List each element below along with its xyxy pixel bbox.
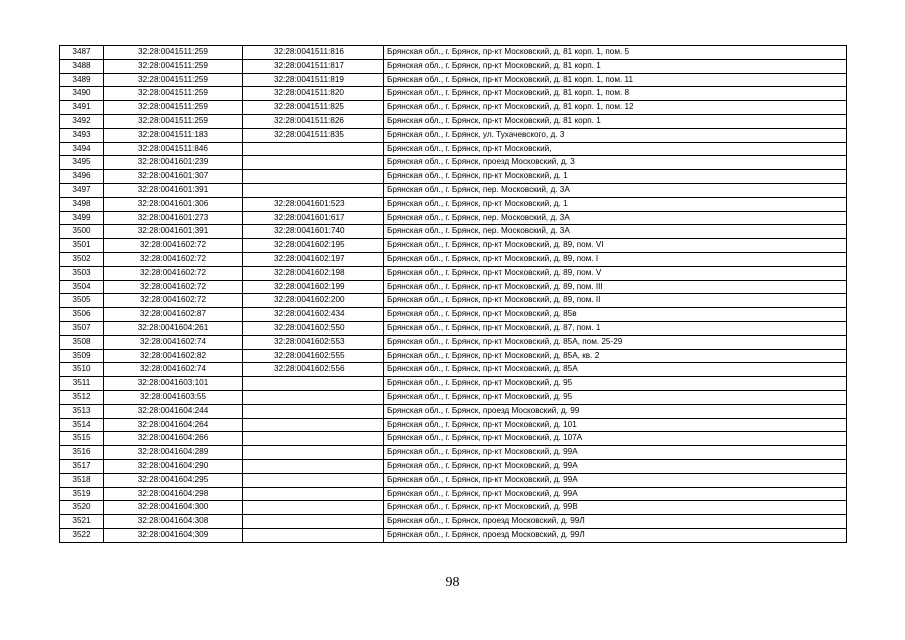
cadastral-number-cell: 32:28:0041604:289: [104, 446, 243, 460]
address-cell: Брянская обл., г. Брянск, пр-кт Московский, д. 99А: [384, 459, 847, 473]
address-cell: Брянская обл., г. Брянск, пр-кт Московский, д. 85А: [384, 363, 847, 377]
cadastral-number-cell: 32:28:0041604:298: [104, 487, 243, 501]
table-row: [60, 114, 847, 128]
address-cell: Брянская обл., г. Брянск, пр-кт Московский, д. 99А: [384, 487, 847, 501]
cadastral-number-cell: 32:28:0041602:72: [104, 280, 243, 294]
cadastral-number-cell: 32:28:0041601:306: [104, 197, 243, 211]
row-number-cell: 3489: [60, 73, 104, 87]
premises-number-cell: [243, 142, 384, 156]
cadastral-number-cell: 32:28:0041511:259: [104, 101, 243, 115]
address-cell: Брянская обл., г. Брянск, проезд Московский, д. 99Л: [384, 515, 847, 529]
table-row: [60, 377, 847, 391]
row-number-cell: 3492: [60, 114, 104, 128]
cadastral-number-cell: 32:28:0041604:295: [104, 473, 243, 487]
table-row: [60, 101, 847, 115]
address-cell: Брянская обл., г. Брянск, пр-кт Московский, д. 81 корп. 1: [384, 59, 847, 73]
address-cell: Брянская обл., г. Брянск, пр-кт Московский, д. 85А, кв. 2: [384, 349, 847, 363]
premises-number-cell: [243, 473, 384, 487]
row-number-cell: 3495: [60, 156, 104, 170]
address-cell: Брянская обл., г. Брянск, пр-кт Московский, д. 99А: [384, 473, 847, 487]
row-number-cell: 3515: [60, 432, 104, 446]
cadastral-number-cell: 32:28:0041604:264: [104, 418, 243, 432]
row-number-cell: 3519: [60, 487, 104, 501]
cadastral-number-cell: 32:28:0041511:259: [104, 59, 243, 73]
cadastral-number-cell: 32:28:0041602:74: [104, 363, 243, 377]
table-row: [60, 87, 847, 101]
address-cell: Брянская обл., г. Брянск, пр-кт Московский, д. 99В: [384, 501, 847, 515]
premises-number-cell: [243, 446, 384, 460]
address-cell: Брянская обл., г. Брянск, проезд Московский, д. 99: [384, 404, 847, 418]
table-row: [60, 183, 847, 197]
address-cell: Брянская обл., г. Брянск, пр-кт Московский, д. 101: [384, 418, 847, 432]
address-cell: Брянская обл., г. Брянск, проезд Московский, д. 3: [384, 156, 847, 170]
row-number-cell: 3505: [60, 294, 104, 308]
premises-number-cell: [243, 377, 384, 391]
cadastral-number-cell: 32:28:0041602:82: [104, 349, 243, 363]
row-number-cell: 3504: [60, 280, 104, 294]
table-row: [60, 266, 847, 280]
cadastral-number-cell: 32:28:0041601:391: [104, 225, 243, 239]
table-row: [60, 225, 847, 239]
row-number-cell: 3510: [60, 363, 104, 377]
row-number-cell: 3516: [60, 446, 104, 460]
premises-number-cell: 32:28:0041511:825: [243, 101, 384, 115]
address-cell: Брянская обл., г. Брянск, пр-кт Московский, д. 89, пом. II: [384, 294, 847, 308]
premises-number-cell: [243, 183, 384, 197]
row-number-cell: 3509: [60, 349, 104, 363]
cadastral-number-cell: 32:28:0041602:87: [104, 308, 243, 322]
registry-table-body: [60, 46, 847, 543]
address-cell: Брянская обл., г. Брянск, пр-кт Московский, д. 81 корп. 1, пом. 8: [384, 87, 847, 101]
cadastral-number-cell: 32:28:0041601:239: [104, 156, 243, 170]
cadastral-number-cell: 32:28:0041604:309: [104, 528, 243, 542]
row-number-cell: 3493: [60, 128, 104, 142]
table-row: [60, 294, 847, 308]
address-cell: Брянская обл., г. Брянск, пер. Московский, д. 3А: [384, 211, 847, 225]
cadastral-number-cell: 32:28:0041602:74: [104, 335, 243, 349]
row-number-cell: 3521: [60, 515, 104, 529]
table-row: [60, 142, 847, 156]
row-number-cell: 3503: [60, 266, 104, 280]
table-row: [60, 59, 847, 73]
premises-number-cell: [243, 404, 384, 418]
row-number-cell: 3508: [60, 335, 104, 349]
address-cell: Брянская обл., г. Брянск, пр-кт Московский, д. 95: [384, 390, 847, 404]
row-number-cell: 3514: [60, 418, 104, 432]
address-cell: Брянская обл., г. Брянск, пр-кт Московский, д. 1: [384, 170, 847, 184]
cadastral-number-cell: 32:28:0041602:72: [104, 266, 243, 280]
address-cell: Брянская обл., г. Брянск, пер. Московский, д. 3А: [384, 183, 847, 197]
address-cell: Брянская обл., г. Брянск, пр-кт Московский, д. 81 корп. 1, пом. 5: [384, 46, 847, 60]
table-row: [60, 446, 847, 460]
premises-number-cell: [243, 515, 384, 529]
premises-number-cell: [243, 432, 384, 446]
premises-number-cell: 32:28:0041602:553: [243, 335, 384, 349]
table-row: [60, 528, 847, 542]
document-sheet: [59, 45, 846, 543]
address-cell: Брянская обл., г. Брянск, пр-кт Московский, д. 107А: [384, 432, 847, 446]
cadastral-number-cell: 32:28:0041601:307: [104, 170, 243, 184]
table-row: [60, 459, 847, 473]
cadastral-number-cell: 32:28:0041601:391: [104, 183, 243, 197]
table-row: [60, 280, 847, 294]
address-cell: Брянская обл., г. Брянск, проезд Московский, д. 99Л: [384, 528, 847, 542]
premises-number-cell: 32:28:0041602:556: [243, 363, 384, 377]
table-row: [60, 239, 847, 253]
cadastral-number-cell: 32:28:0041603:101: [104, 377, 243, 391]
cadastral-number-cell: 32:28:0041604:300: [104, 501, 243, 515]
address-cell: Брянская обл., г. Брянск, пр-кт Московский,: [384, 142, 847, 156]
row-number-cell: 3488: [60, 59, 104, 73]
table-row: [60, 363, 847, 377]
premises-number-cell: 32:28:0041602:199: [243, 280, 384, 294]
premises-number-cell: 32:28:0041511:835: [243, 128, 384, 142]
table-row: [60, 211, 847, 225]
premises-number-cell: [243, 418, 384, 432]
cadastral-number-cell: 32:28:0041511:259: [104, 87, 243, 101]
page-number: 98: [445, 575, 460, 590]
cadastral-number-cell: 32:28:0041601:273: [104, 211, 243, 225]
premises-number-cell: [243, 156, 384, 170]
address-cell: Брянская обл., г. Брянск, пр-кт Московский, д. 81 корп. 1: [384, 114, 847, 128]
registry-table: [59, 45, 847, 543]
row-number-cell: 3507: [60, 321, 104, 335]
row-number-cell: 3498: [60, 197, 104, 211]
table-row: [60, 252, 847, 266]
cadastral-number-cell: 32:28:0041604:266: [104, 432, 243, 446]
premises-number-cell: [243, 487, 384, 501]
cadastral-number-cell: 32:28:0041604:290: [104, 459, 243, 473]
address-cell: Брянская обл., г. Брянск, пр-кт Московский, д. 89, пом. I: [384, 252, 847, 266]
cadastral-number-cell: 32:28:0041603:55: [104, 390, 243, 404]
address-cell: Брянская обл., г. Брянск, пр-кт Московский, д. 95: [384, 377, 847, 391]
row-number-cell: 3499: [60, 211, 104, 225]
table-row: [60, 197, 847, 211]
cadastral-number-cell: 32:28:0041511:846: [104, 142, 243, 156]
row-number-cell: 3506: [60, 308, 104, 322]
row-number-cell: 3490: [60, 87, 104, 101]
cadastral-number-cell: 32:28:0041511:259: [104, 114, 243, 128]
table-row: [60, 515, 847, 529]
table-row: [60, 156, 847, 170]
row-number-cell: 3522: [60, 528, 104, 542]
table-row: [60, 73, 847, 87]
row-number-cell: 3517: [60, 459, 104, 473]
premises-number-cell: 32:28:0041511:816: [243, 46, 384, 60]
premises-number-cell: 32:28:0041601:617: [243, 211, 384, 225]
premises-number-cell: 32:28:0041602:555: [243, 349, 384, 363]
address-cell: Брянская обл., г. Брянск, пр-кт Московский, д. 99А: [384, 446, 847, 460]
address-cell: Брянская обл., г. Брянск, пр-кт Московский, д. 85в: [384, 308, 847, 322]
address-cell: Брянская обл., г. Брянск, пр-кт Московский, д. 87, пом. 1: [384, 321, 847, 335]
premises-number-cell: 32:28:0041602:200: [243, 294, 384, 308]
address-cell: Брянская обл., г. Брянск, пр-кт Московский, д. 89, пом. III: [384, 280, 847, 294]
table-row: [60, 170, 847, 184]
table-row: [60, 487, 847, 501]
premises-number-cell: [243, 459, 384, 473]
premises-number-cell: 32:28:0041601:523: [243, 197, 384, 211]
premises-number-cell: 32:28:0041602:195: [243, 239, 384, 253]
row-number-cell: 3500: [60, 225, 104, 239]
address-cell: Брянская обл., г. Брянск, пр-кт Московский, д. 89, пом. V: [384, 266, 847, 280]
premises-number-cell: [243, 528, 384, 542]
premises-number-cell: 32:28:0041601:740: [243, 225, 384, 239]
address-cell: Брянская обл., г. Брянск, пер. Московский, д. 3А: [384, 225, 847, 239]
premises-number-cell: 32:28:0041511:820: [243, 87, 384, 101]
premises-number-cell: 32:28:0041511:817: [243, 59, 384, 73]
premises-number-cell: 32:28:0041602:550: [243, 321, 384, 335]
premises-number-cell: [243, 170, 384, 184]
cadastral-number-cell: 32:28:0041602:72: [104, 252, 243, 266]
address-cell: Брянская обл., г. Брянск, пр-кт Московский, д. 89, пом. VI: [384, 239, 847, 253]
table-row: [60, 349, 847, 363]
premises-number-cell: 32:28:0041511:826: [243, 114, 384, 128]
row-number-cell: 3496: [60, 170, 104, 184]
address-cell: Брянская обл., г. Брянск, пр-кт Московский, д. 81 корп. 1, пом. 12: [384, 101, 847, 115]
cadastral-number-cell: 32:28:0041511:259: [104, 73, 243, 87]
row-number-cell: 3520: [60, 501, 104, 515]
row-number-cell: 3501: [60, 239, 104, 253]
table-row: [60, 473, 847, 487]
table-row: [60, 128, 847, 142]
row-number-cell: 3502: [60, 252, 104, 266]
address-cell: Брянская обл., г. Брянск, пр-кт Московский, д. 1: [384, 197, 847, 211]
address-cell: Брянская обл., г. Брянск, пр-кт Московский, д. 85А, пом. 25-29: [384, 335, 847, 349]
row-number-cell: 3494: [60, 142, 104, 156]
table-row: [60, 321, 847, 335]
table-row: [60, 418, 847, 432]
row-number-cell: 3487: [60, 46, 104, 60]
cadastral-number-cell: 32:28:0041604:261: [104, 321, 243, 335]
premises-number-cell: [243, 390, 384, 404]
table-row: [60, 404, 847, 418]
cadastral-number-cell: 32:28:0041511:183: [104, 128, 243, 142]
row-number-cell: 3511: [60, 377, 104, 391]
premises-number-cell: 32:28:0041602:198: [243, 266, 384, 280]
row-number-cell: 3497: [60, 183, 104, 197]
table-row: [60, 501, 847, 515]
row-number-cell: 3518: [60, 473, 104, 487]
cadastral-number-cell: 32:28:0041511:259: [104, 46, 243, 60]
table-row: [60, 308, 847, 322]
table-row: [60, 432, 847, 446]
premises-number-cell: 32:28:0041602:197: [243, 252, 384, 266]
address-cell: Брянская обл., г. Брянск, пр-кт Московский, д. 81 корп. 1, пом. 11: [384, 73, 847, 87]
premises-number-cell: [243, 501, 384, 515]
cadastral-number-cell: 32:28:0041604:244: [104, 404, 243, 418]
table-row: [60, 390, 847, 404]
cadastral-number-cell: 32:28:0041604:308: [104, 515, 243, 529]
table-row: [60, 46, 847, 60]
row-number-cell: 3491: [60, 101, 104, 115]
row-number-cell: 3512: [60, 390, 104, 404]
cadastral-number-cell: 32:28:0041602:72: [104, 239, 243, 253]
table-row: [60, 335, 847, 349]
premises-number-cell: 32:28:0041602:434: [243, 308, 384, 322]
cadastral-number-cell: 32:28:0041602:72: [104, 294, 243, 308]
premises-number-cell: 32:28:0041511:819: [243, 73, 384, 87]
address-cell: Брянская обл., г. Брянск, ул. Тухачевского, д. 3: [384, 128, 847, 142]
row-number-cell: 3513: [60, 404, 104, 418]
